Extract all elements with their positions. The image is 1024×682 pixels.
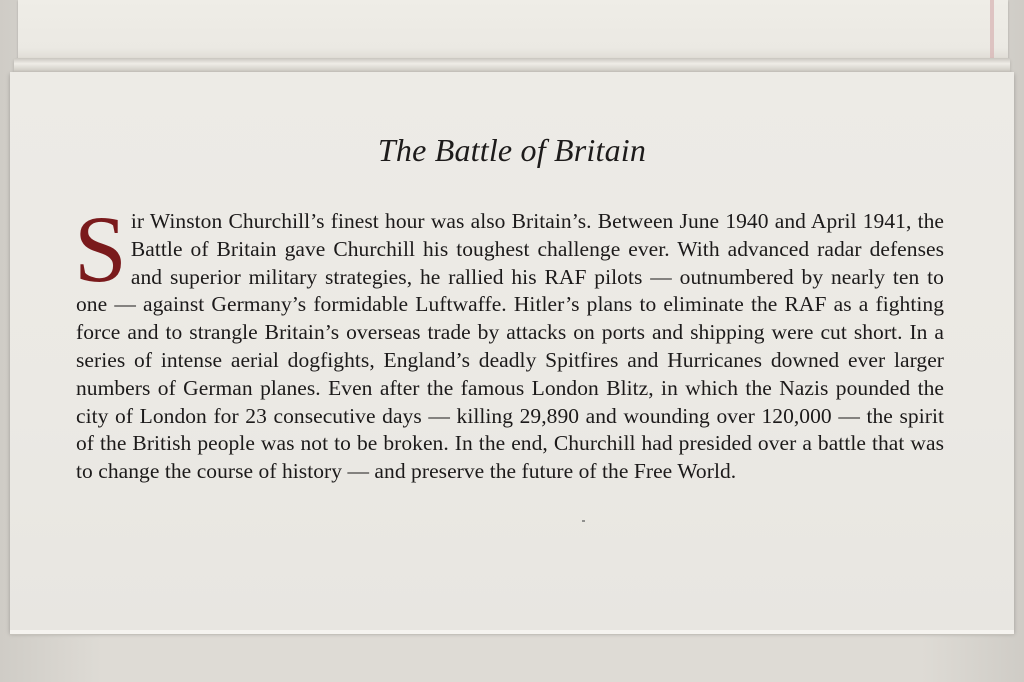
info-card [10, 72, 1014, 632]
flap-red-edge [990, 0, 994, 60]
drop-cap-letter: S [74, 196, 127, 302]
card-body [74, 196, 944, 486]
card-bottom-edge [10, 630, 1014, 635]
card-title: The Battle of Britain [377, 132, 647, 168]
body-paragraph: ir Winston Churchill’s finest hour was also Britain’s. Between June 1940 and April 1941, the Battle of Britain gave Churchill his toughest challenge ever. With advanced radar defenses and superior military strategies, he rallied his RAF pilots — outnumbered by nearly ten to one — against Germany’s formidable Luftwaffe. Hitler’s plans to eliminate the RAF as a fighting force and to strangle Britain’s overseas trade by attacks on ports and shipping were cut short. In a series of intense aerial dogfights, England’s deadly Spitfires and Hurricanes downed ever larger numbers of German planes. Even after the famous London Blitz, in which the Nazis pounded the city of London for 23 consecutive days — killing 29,890 and wounding over 120,000 — the spirit of the British people was not to be broken. In the end, Churchill had presided over a battle that was to change the course of history — and preserve the future of the Free World. [76, 209, 944, 484]
paper-speck [582, 520, 585, 522]
folder-top-flap [18, 0, 1008, 60]
